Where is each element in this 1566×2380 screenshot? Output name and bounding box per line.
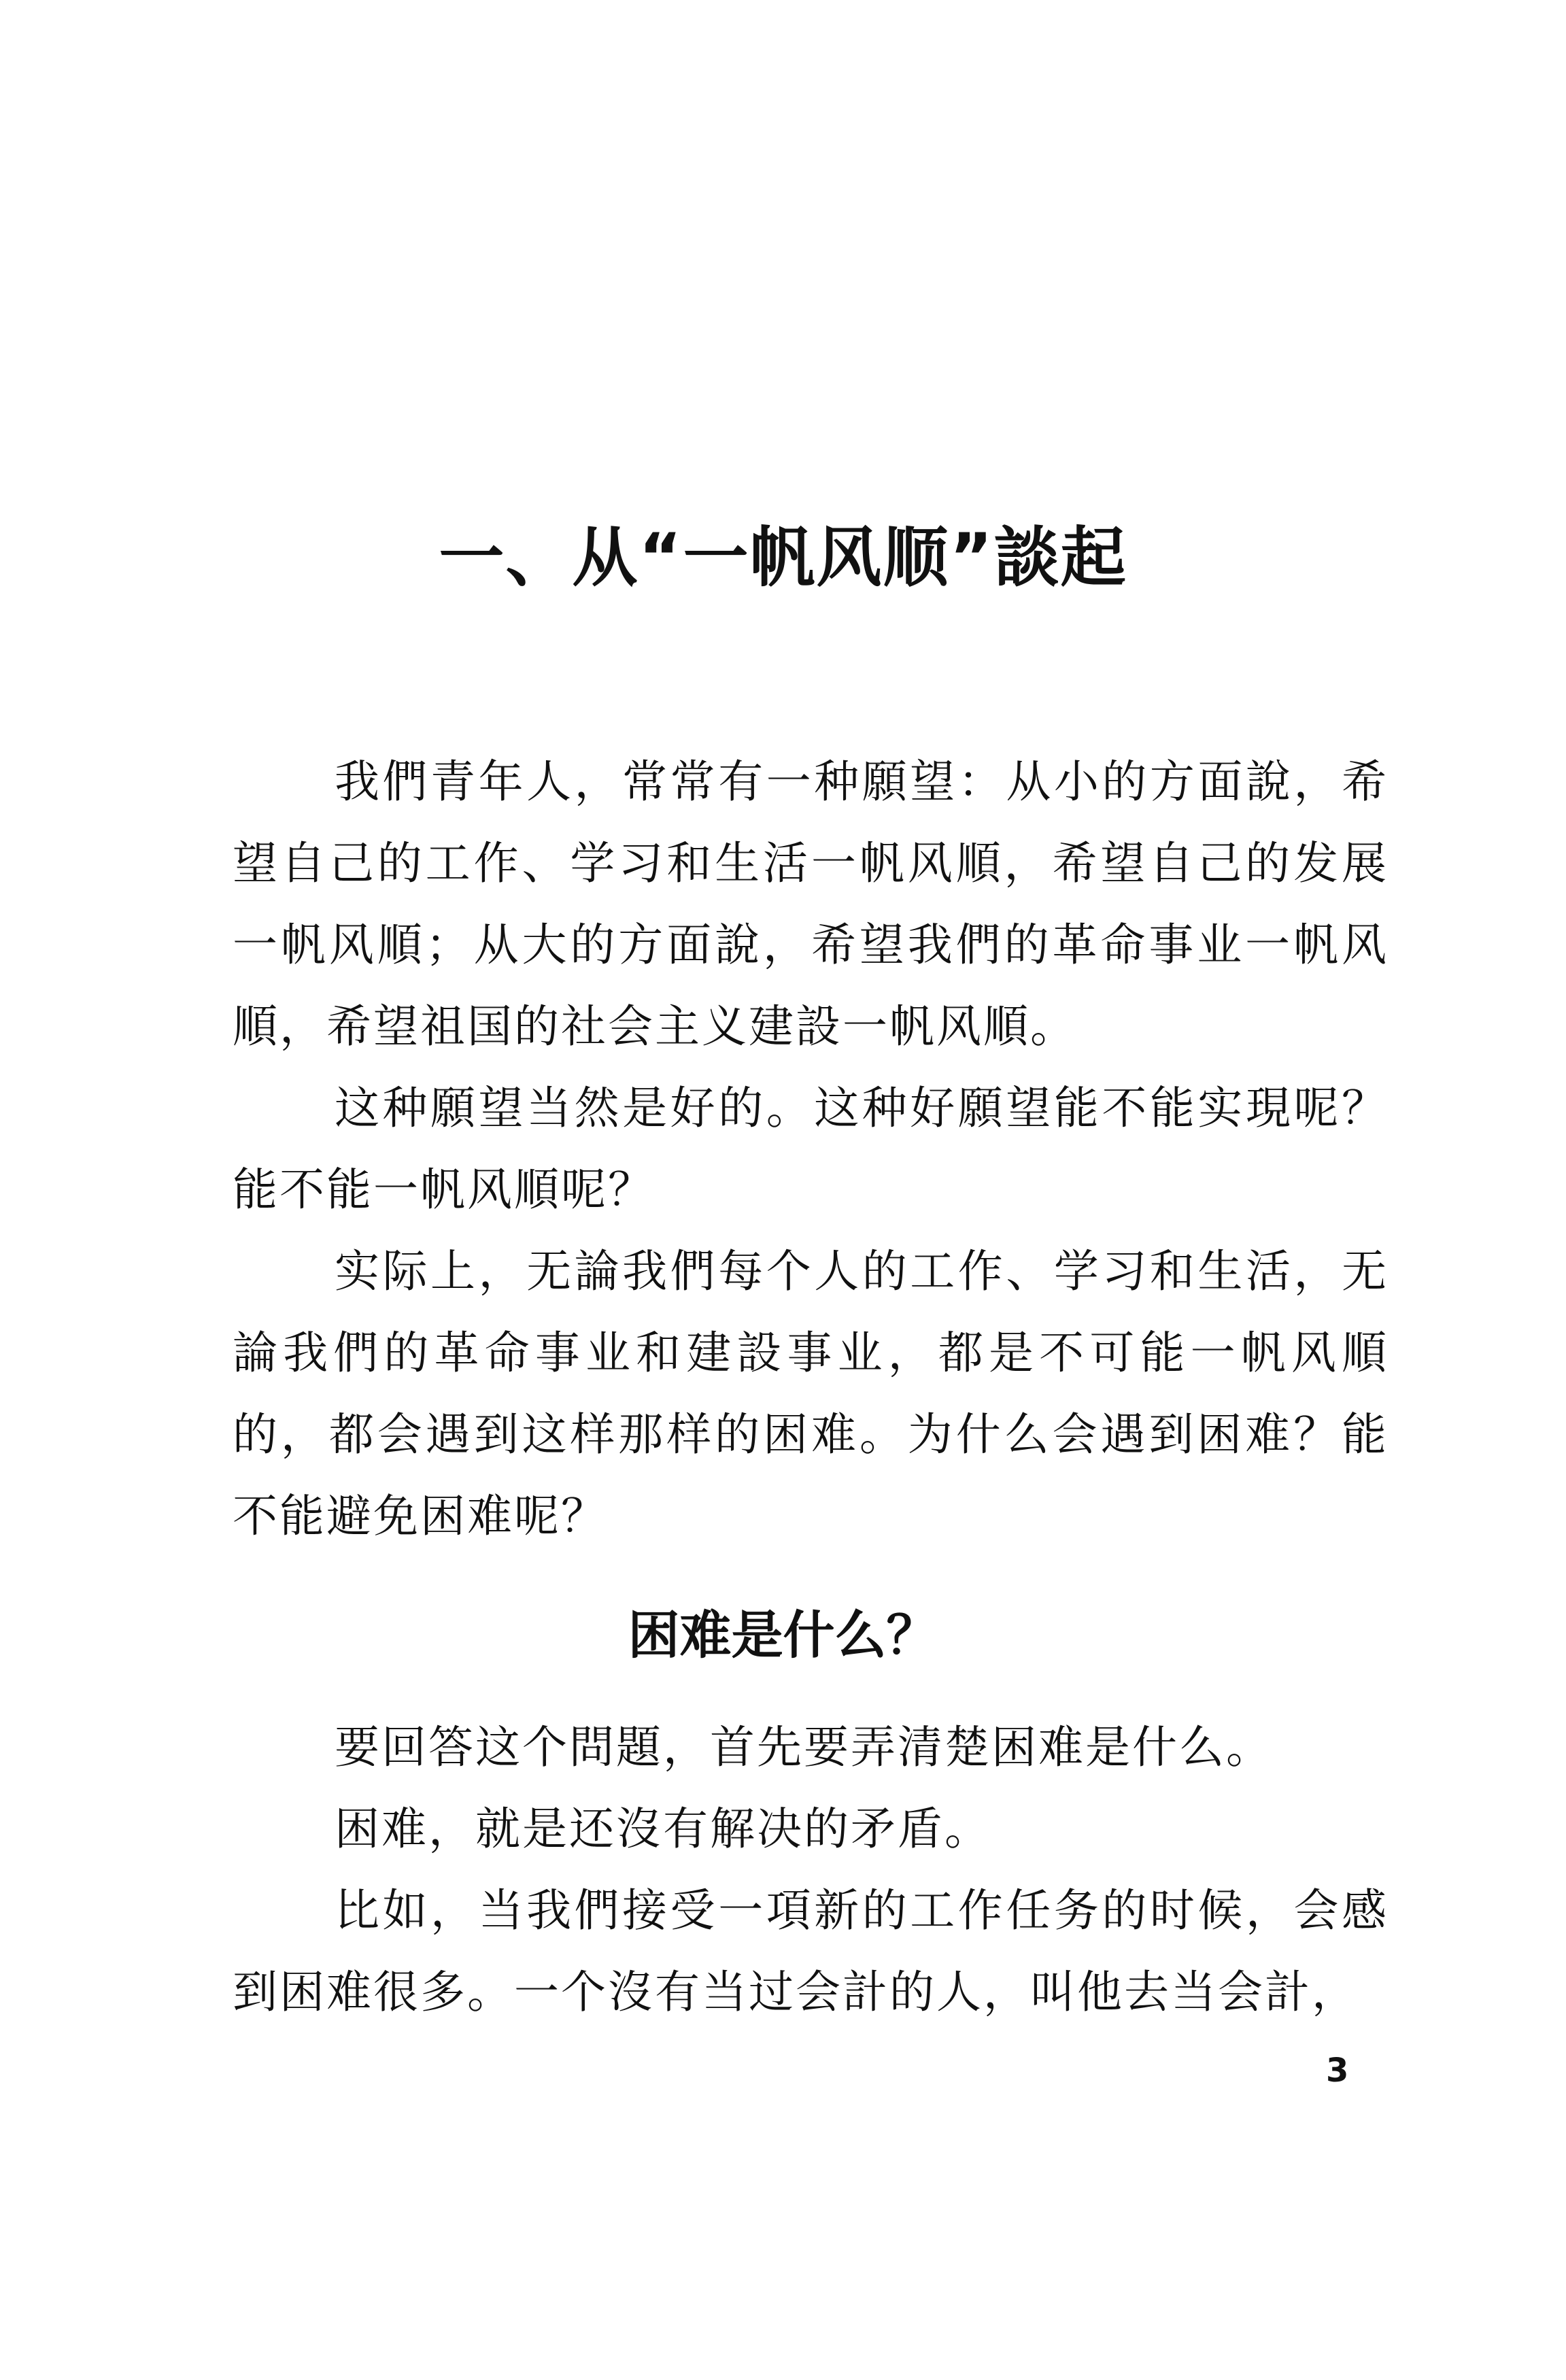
- section-text: [233, 1707, 1389, 2033]
- paragraph: 这种願望当然是好的。这种好願望能不能实現呢？能不能一帆风順呢？: [233, 1082, 1389, 1216]
- page-number: 3: [1326, 2052, 1349, 2090]
- paragraph: 困难，就是还沒有解决的矛盾。: [335, 1803, 991, 1855]
- paragraph: 要回答这个問題，首先要弄清楚困难是什么。: [335, 1721, 1273, 1773]
- section-title: 困难是什么？: [628, 1605, 938, 1665]
- intro-text: [233, 741, 1389, 1557]
- chapter-title: 一、从“一帆风顺”談起: [439, 520, 1127, 596]
- paragraph: 比如，当我們接受一項新的工作任务的时候，会感到困难很多。一个沒有当过会計的人，叫他去当会計，: [233, 1884, 1389, 2018]
- paragraph: 我們青年人，常常有一种願望：从小的方面說，希望自己的工作、学习和生活一帆风順，希望自己的发展一帆风順；从大的方面說，希望我們的革命事业一帆风順，希望祖国的社会主义建設一帆风順。: [233, 755, 1389, 1053]
- paragraph: 实际上，无論我們每个人的工作、学习和生活，无論我們的革命事业和建設事业，都是不可能一帆风順的，都会遇到这样那样的困难。为什么会遇到困难？能不能避免困难呢？: [233, 1245, 1389, 1542]
